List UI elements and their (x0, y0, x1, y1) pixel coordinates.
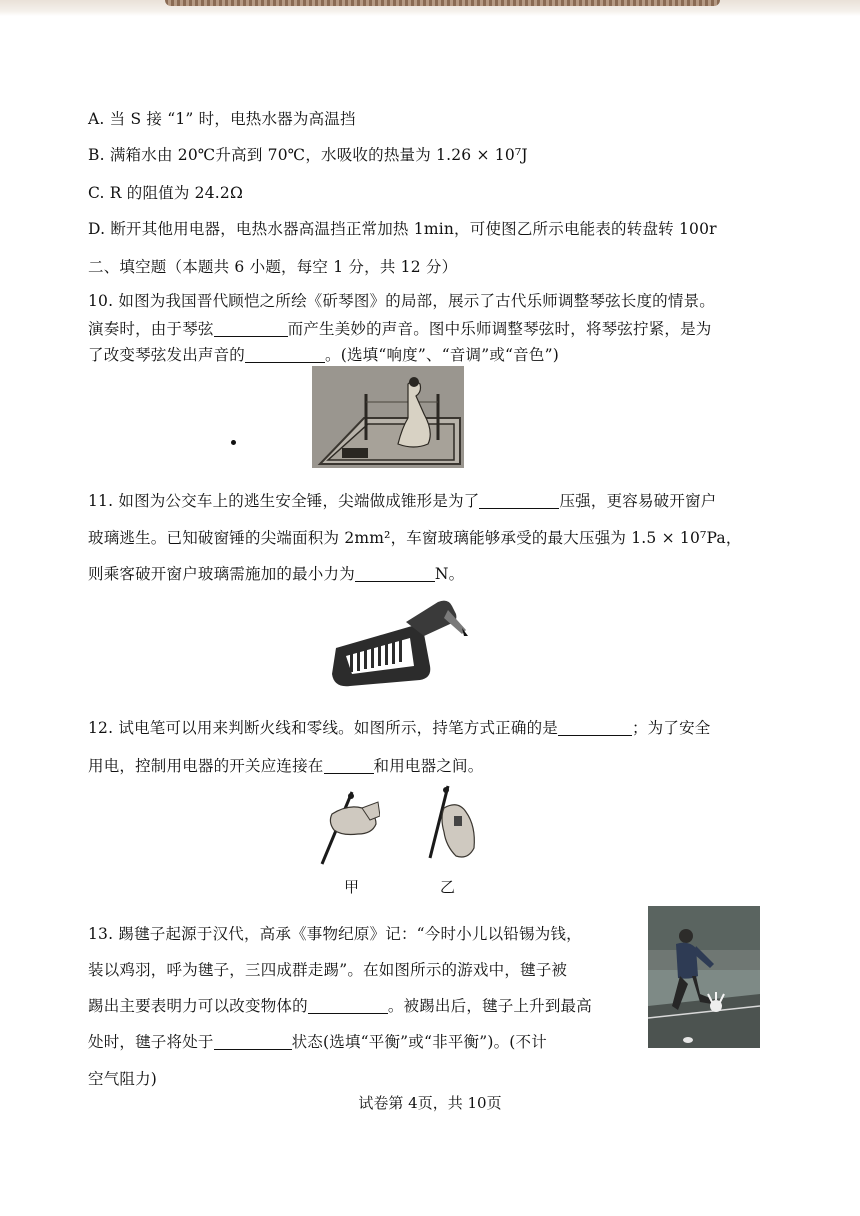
qin-painting-image (312, 366, 464, 468)
option-a: A. 当 S 接 “1” 时，电热水器为高温挡 (88, 110, 356, 128)
q13-line-2: 装以鸡羽，呼为毽子，三四成群走踢”。在如图所示的游戏中，毽子被 (88, 961, 568, 979)
label-yi: 乙 (440, 878, 456, 896)
q13-text-c: 处时，毽子将处于 (88, 1033, 214, 1051)
q10-text-d: 。(选填“响度”、“音调”或“音色”) (325, 346, 559, 364)
q13-blank-1[interactable] (308, 997, 388, 1014)
q10-blank-2[interactable] (245, 346, 325, 363)
q10-line-3 (88, 344, 559, 366)
q13-blank-2[interactable] (214, 1033, 292, 1050)
q11-blank-1[interactable] (479, 492, 559, 509)
q13-line-5: 空气阻力) (88, 1070, 158, 1088)
q11-text-c: 则乘客破开窗户玻璃需施加的最小力为 (88, 565, 355, 583)
test-pen-hold-yi-image (424, 784, 480, 864)
q10-text-c: 了改变琴弦发出声音的 (88, 346, 246, 364)
scan-speck (231, 440, 236, 445)
q10-text-a: 演奏时，由于琴弦 (88, 320, 214, 338)
q12-text-c: 用电，控制用电器的开关应连接在 (88, 757, 324, 775)
q13-line-3 (88, 995, 592, 1017)
q12-text-d: 和用电器之间。 (373, 757, 484, 775)
q12-line-2 (88, 755, 483, 777)
q12-blank-1[interactable] (558, 719, 632, 736)
q12-blank-2[interactable] (324, 757, 374, 774)
option-c: C. R 的阻值为 24.2Ω (88, 184, 244, 202)
test-pen-hold-jia-image (318, 786, 380, 866)
q12-text-b: ；为了安全 (631, 719, 711, 737)
page-footer: 试卷第 4页，共 10页 (358, 1094, 502, 1112)
q13-text-b: 。被踢出后，毽子上升到最高 (387, 997, 592, 1015)
q11-line-1 (88, 490, 717, 512)
q10-blank-1[interactable] (214, 320, 288, 337)
section-heading: 二、填空题（本题共 6 小题，每空 1 分，共 12 分） (88, 258, 458, 276)
q10-line-2 (88, 318, 712, 340)
shuttlecock-kicking-photo (648, 906, 760, 1048)
q12-text-a: 12. 试电笔可以用来判断火线和零线。如图所示，持笔方式正确的是 (88, 719, 558, 737)
q11-text-b: 压强，更容易破开窗户 (559, 492, 717, 510)
q11-line-3 (88, 563, 464, 585)
q10-text-b: 而产生美妙的声音。图中乐师调整琴弦时，将琴弦拧紧，是为 (287, 320, 712, 338)
q13-text-d: 状态(选填“平衡”或“非平衡”)。(不计 (291, 1033, 547, 1051)
q11-blank-2[interactable] (355, 565, 435, 582)
q13-line-4 (88, 1031, 547, 1053)
q11-text-d: N。 (434, 565, 465, 583)
label-jia: 甲 (344, 878, 360, 896)
q10-line-1: 10. 如图为我国晋代顾恺之所绘《斫琴图》的局部，展示了古代乐师调整琴弦长度的情景。 (88, 292, 715, 310)
q11-text-a: 11. 如图为公交车上的逃生安全锤，尖端做成锥形是为了 (88, 492, 480, 510)
safety-hammer-image (326, 596, 470, 692)
option-b: B. 满箱水由 20℃升高到 70℃，水吸收的热量为 1.26 × 10⁷J (88, 146, 528, 164)
q13-text-a: 踢出主要表明力可以改变物体的 (88, 997, 308, 1015)
q13-line-1: 13. 踢毽子起源于汉代，高承《事物纪原》记：“今时小儿以铅锡为钱， (88, 925, 582, 943)
option-d: D. 断开其他用电器，电热水器高温挡正常加热 1min，可使图乙所示电能表的转盘转 100r (88, 220, 717, 238)
q12-line-1 (88, 717, 711, 739)
q11-line-2: 玻璃逃生。已知破窗锤的尖端面积为 2mm²，车窗玻璃能够承受的最大压强为 1.5 × 10⁷Pa， (88, 529, 742, 547)
